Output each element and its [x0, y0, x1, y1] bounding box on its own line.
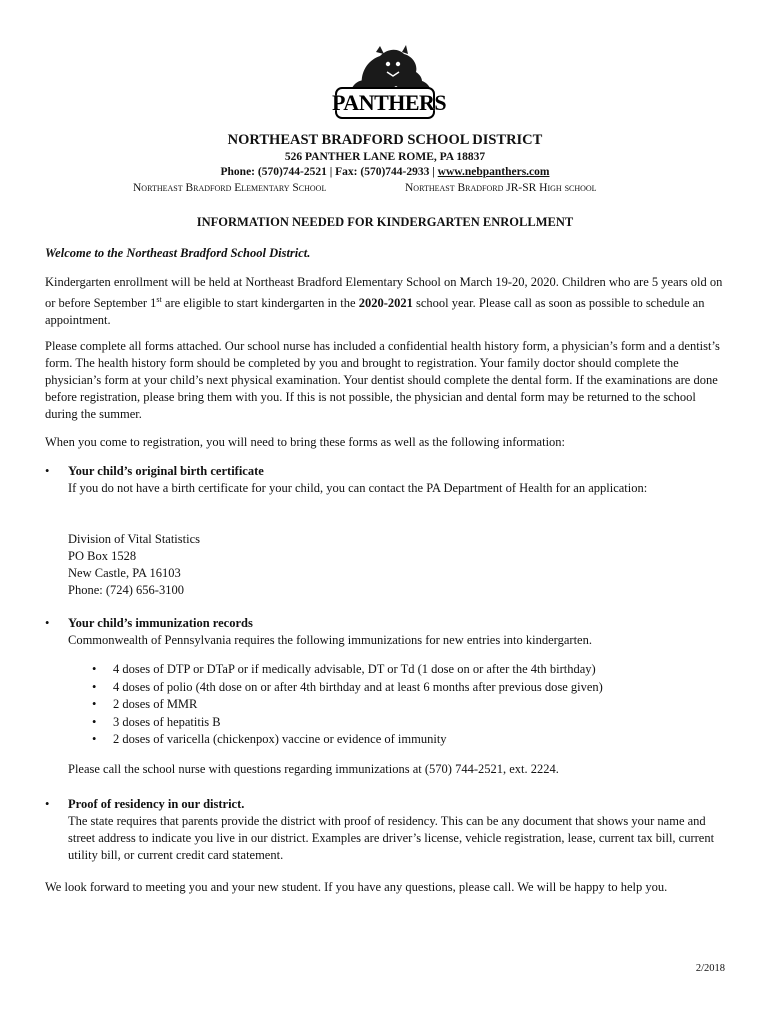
panthers-logo — [332, 42, 447, 122]
address-line: Division of Vital Statistics — [68, 532, 201, 546]
bullet-birth: • — [45, 464, 50, 478]
list-item — [92, 679, 603, 697]
bullet-dot: • — [92, 714, 97, 729]
enrollment-paragraph — [45, 274, 725, 329]
enrollment-text-1: Kindergarten enrollment will be held at Northeast Bradford Elementary School on March 19-20, 2020. Children who are 5 years old on or before September 1 — [45, 275, 723, 311]
list-item — [92, 696, 603, 714]
district-address: 526 PANTHER LANE ROME, PA 18837 — [284, 151, 486, 163]
bullet-dot: • — [92, 662, 97, 676]
list-item-text: 2 doses of varicella (chickenpox) vaccine or evidence of immunity — [113, 732, 447, 746]
address-line: New Castle, PA 16103 — [68, 566, 181, 580]
list-item-text: 2 doses of MMR — [113, 697, 198, 711]
logo-wordmark: PANTHERS — [332, 90, 447, 115]
forms-paragraph: Please complete all forms attached. Our school nurse has included a confidential health history form, a physician’s form and a dentist’s form. The health history form should be completed by you and brought to registration. Your family doctor should complete the physician’s form at your child’s next physical examination. Your dentist should complete the dental form. If the examinations are done before registration, please bring them with you. If this is not possible, the physician and dental form may be returned to the school during the summer. — [45, 339, 720, 421]
website-link[interactable]: www.nebpanthers.com — [437, 166, 550, 178]
closing-paragraph: We look forward to meeting you and your new student. If you have any questions, please call. We will be happy to help you. — [45, 880, 668, 894]
address-line: PO Box 1528 — [68, 549, 137, 563]
school-year: 2020-2021 — [358, 296, 413, 311]
immunization-item — [68, 615, 728, 649]
immunization-text: Commonwealth of Pennsylvania requires the following immunizations for new entries into kindergarten. — [68, 633, 592, 647]
immunization-list — [92, 661, 603, 749]
revision-date: 2/2018 — [695, 963, 725, 974]
address-line: Phone: (724) 656-3100 — [68, 583, 184, 597]
enrollment-text-2: are eligible to start kindergarten in the — [161, 296, 359, 311]
list-item-text: 3 doses of hepatitis B — [113, 714, 221, 729]
birth-certificate-text: If you do not have a birth certificate for your child, you can contact the PA Department of Health for an application: — [68, 481, 648, 495]
residency-text: The state requires that parents provide the district with proof of residency. This can be any document that shows your name and street address to indicate you live in our district. Examples are driver’s license, vehicle registration, lease, current tax bill, current utility bill, or current credit card statement. — [68, 814, 715, 862]
bullet-immunization: • — [45, 616, 50, 630]
district-name: NORTHEAST BRADFORD SCHOOL DISTRICT — [227, 132, 543, 148]
list-item-text: 4 doses of polio (4th dose on or after 4th birthday and at least 6 months after previous dose given) — [113, 679, 603, 694]
list-item — [92, 714, 603, 732]
welcome-line: Welcome to the Northeast Bradford School District. — [45, 246, 311, 260]
birth-certificate-item — [68, 463, 728, 497]
birth-certificate-heading: Your child’s original birth certificate — [68, 464, 264, 478]
high-school-name: Northeast Bradford JR-SR High school — [405, 182, 597, 194]
contact-line — [0, 166, 770, 178]
list-item — [92, 731, 603, 749]
bullet-residency: • — [45, 797, 50, 811]
registration-paragraph: When you come to registration, you will need to bring these forms as well as the following information: — [45, 435, 566, 449]
residency-item — [68, 796, 728, 864]
immunization-heading: Your child’s immunization records — [68, 616, 253, 630]
phone-fax: Phone: (570)744-2521 | Fax: (570)744-2933 | — [220, 166, 438, 178]
list-item — [92, 661, 603, 679]
vital-statistics-address — [68, 531, 200, 599]
nurse-note: Please call the school nurse with questions regarding immunizations at (570) 744-2521, ext. 2224. — [68, 762, 559, 776]
section-heading: INFORMATION NEEDED FOR KINDERGARTEN ENROLLMENT — [196, 215, 574, 229]
list-item-text: 4 doses of DTP or DTaP or if medically advisable, DT or Td (1 dose on or after the 4th birthday) — [113, 662, 596, 676]
bullet-dot: • — [92, 679, 97, 694]
residency-heading: Proof of residency in our district. — [68, 797, 245, 811]
enrollment-text-3: school year. Please call as soon as possible to schedule an appointment. — [45, 296, 705, 328]
superscript-st: st — [156, 295, 162, 304]
elementary-school-name: Northeast Bradford Elementary School — [133, 182, 327, 194]
bullet-dot: • — [92, 697, 97, 711]
bullet-dot: • — [92, 732, 97, 746]
